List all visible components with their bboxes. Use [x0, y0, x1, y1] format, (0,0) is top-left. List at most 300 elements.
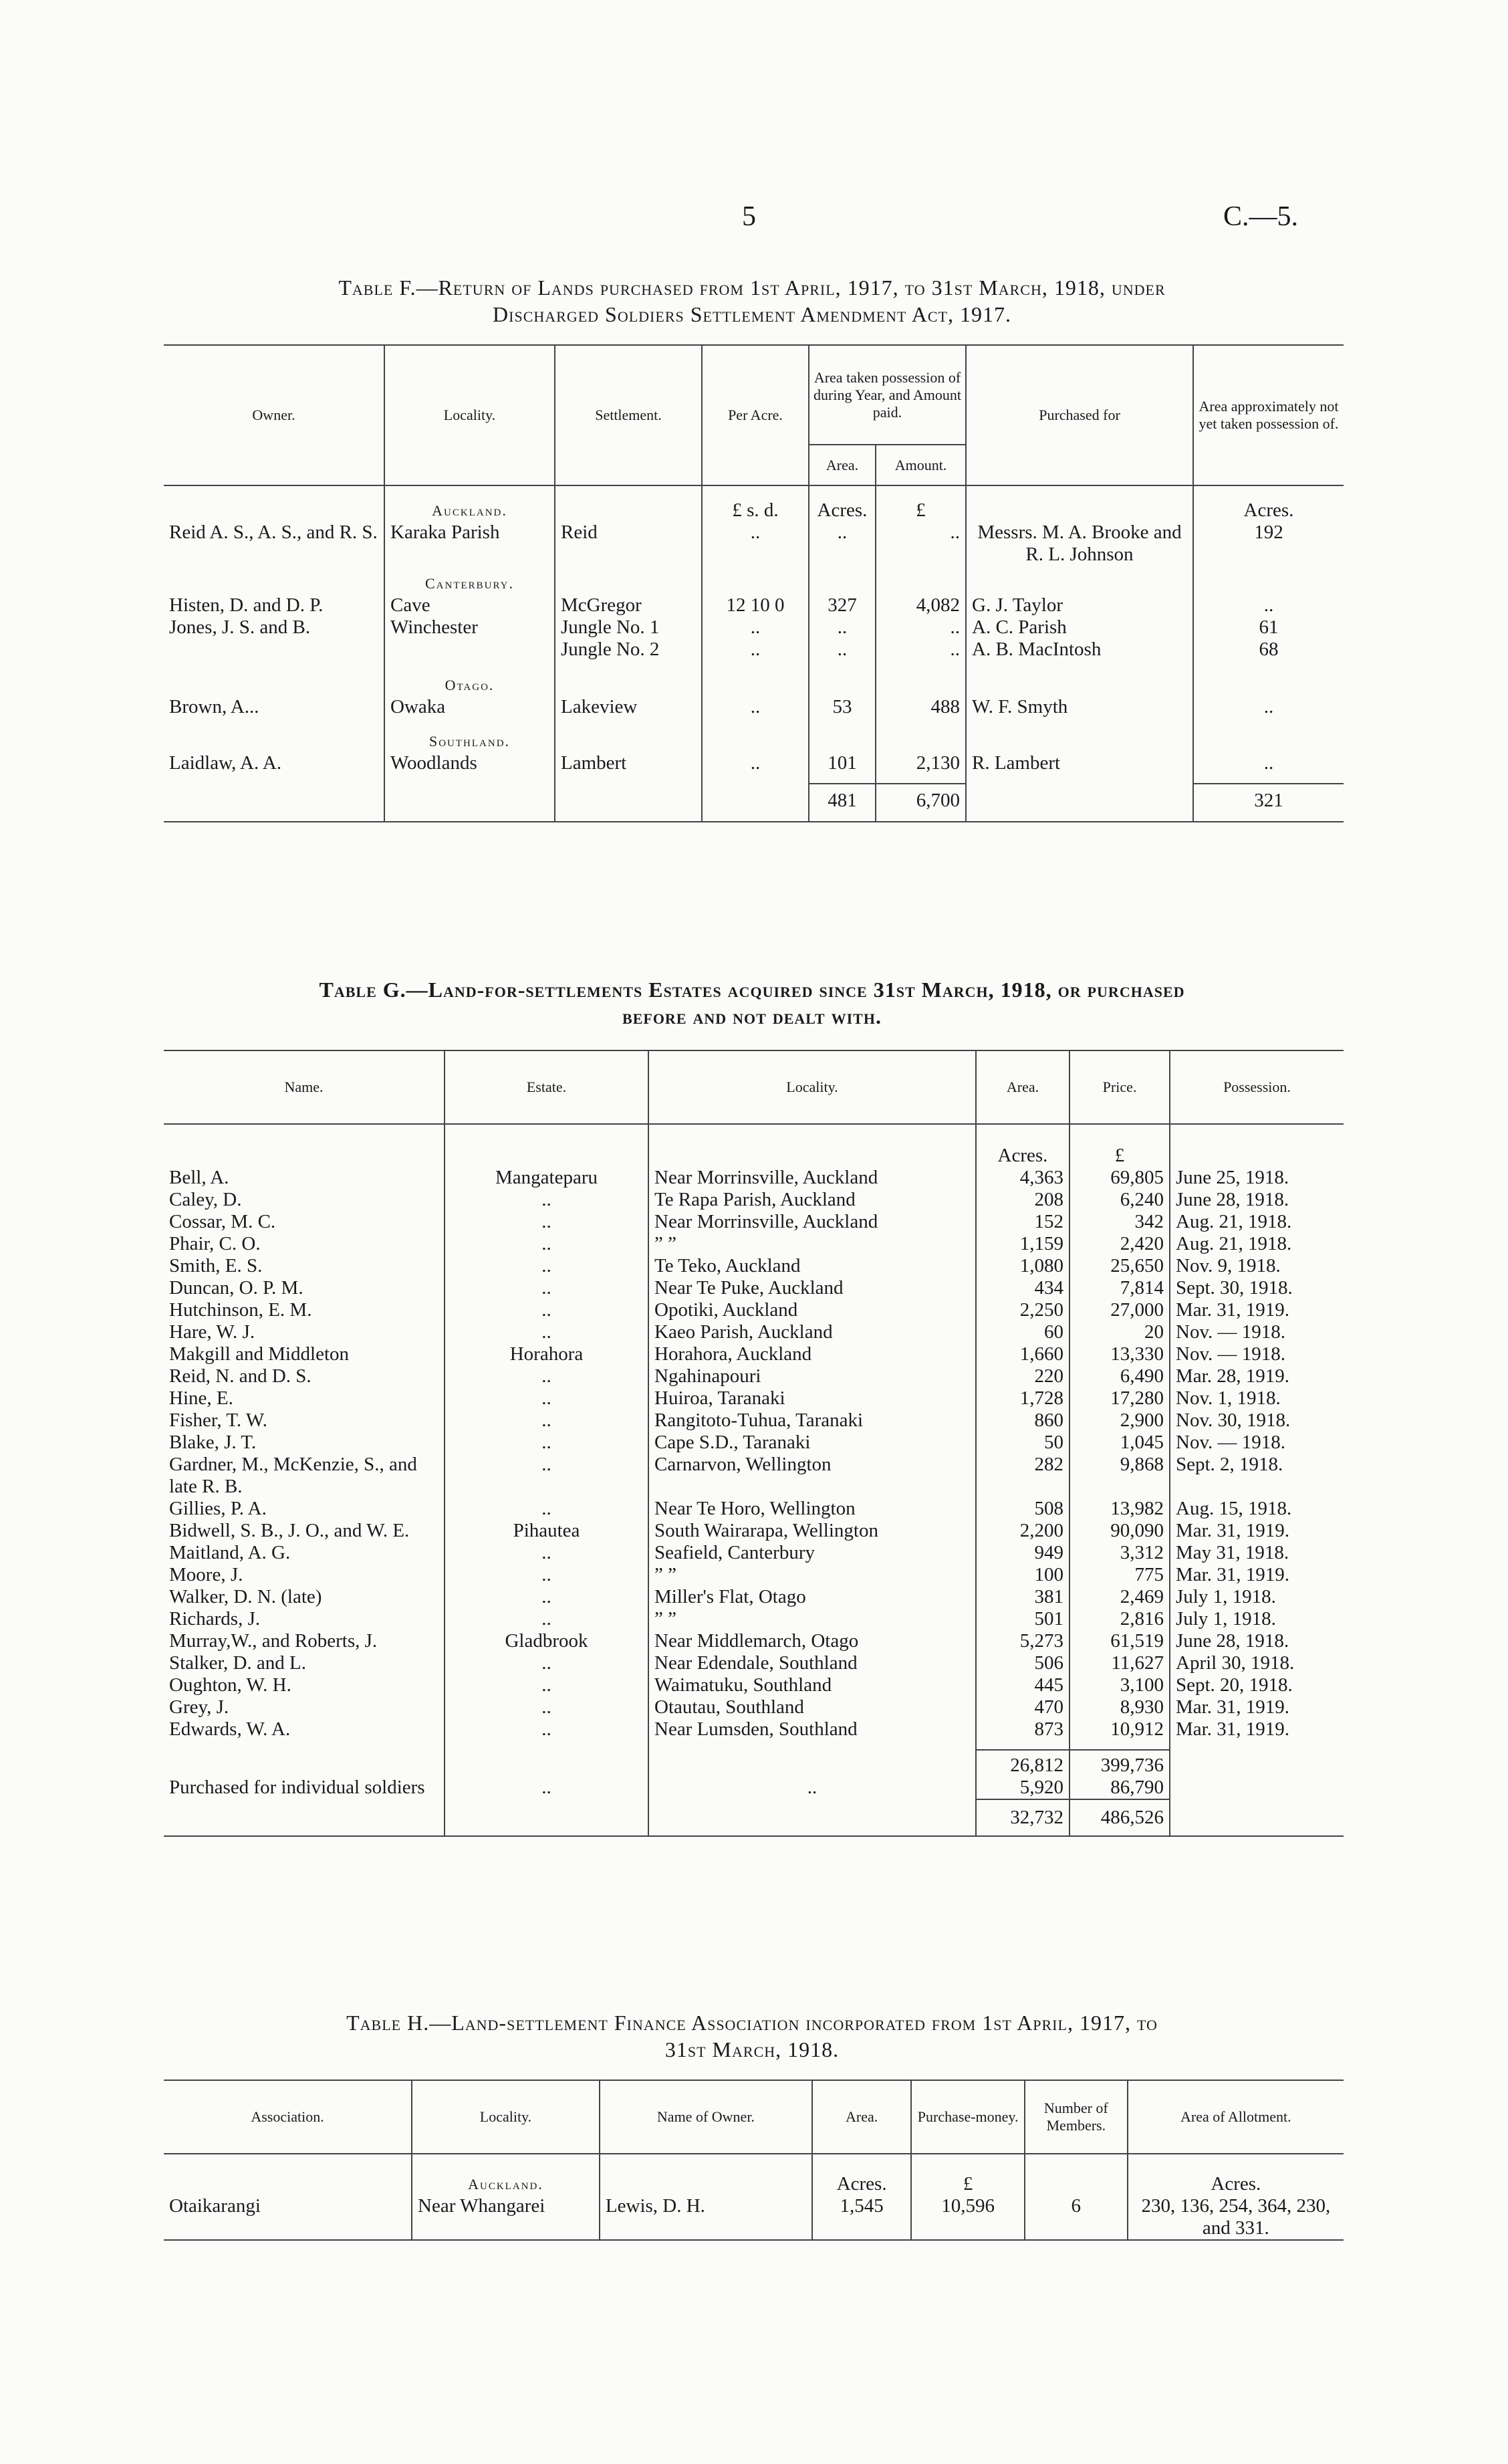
total-amount: 6,700: [876, 784, 966, 822]
table-g-subtotal-row: [164, 1750, 1344, 1777]
area: 873: [976, 1718, 1070, 1741]
subtotal-price: 399,736: [1070, 1750, 1170, 1777]
area: 220: [976, 1365, 1070, 1387]
possession: Mar. 28, 1919.: [1170, 1365, 1344, 1387]
page-number: 5: [742, 201, 756, 232]
possession: Aug. 21, 1918.: [1170, 1211, 1344, 1233]
amount: ..: [876, 639, 966, 661]
possession: Nov. — 1918.: [1170, 1321, 1344, 1343]
table-h-header-owner: Name of Owner.: [600, 2080, 812, 2154]
locality: Near Morrinsville, Auckland: [648, 1167, 976, 1189]
name: Moore, J.: [169, 1564, 243, 1585]
area: 2,200: [976, 1520, 1070, 1542]
region-label: Southland.: [384, 718, 555, 752]
per-acre: ..: [702, 522, 809, 566]
name: Richards, J.: [169, 1608, 261, 1630]
area: 282: [976, 1454, 1070, 1498]
area: 506: [976, 1652, 1070, 1674]
area-approx: 192: [1193, 522, 1344, 566]
possession: Mar. 31, 1919.: [1170, 1520, 1344, 1542]
area: 445: [976, 1674, 1070, 1696]
document-reference: C.—5.: [1223, 201, 1299, 232]
table-row: [164, 1387, 1344, 1410]
name: Cossar, M. C.: [169, 1211, 276, 1232]
price: 2,420: [1070, 1233, 1170, 1255]
price: 3,312: [1070, 1542, 1170, 1564]
locality: [384, 639, 555, 661]
table-g-title-line1: Table G.—Land-for-settlements Estates acquired since 31st March, 1918, or purchased: [319, 978, 1185, 1002]
price: 6,240: [1070, 1189, 1170, 1211]
table-f-header-area: Area.: [809, 445, 876, 485]
estate: ..: [445, 1454, 648, 1498]
purchased-for: G. J. Taylor: [966, 594, 1193, 617]
purchased-for: A. C. Parish: [966, 617, 1193, 639]
area: 1,159: [976, 1233, 1070, 1255]
individual-estate: ..: [445, 1777, 648, 1799]
estate: ..: [445, 1498, 648, 1520]
total-area: 32,732: [976, 1799, 1070, 1836]
table-row: [164, 1674, 1344, 1696]
estate: ..: [445, 1277, 648, 1299]
units-area: Acres.: [976, 1124, 1070, 1167]
price: 69,805: [1070, 1167, 1170, 1189]
possession: May 31, 1918.: [1170, 1542, 1344, 1564]
name: Duncan, O. P. M.: [169, 1277, 303, 1299]
table-h-header-allotment: Area of Allotment.: [1128, 2080, 1344, 2154]
area: ..: [809, 617, 876, 639]
table-row: [164, 1343, 1344, 1365]
possession: June 28, 1918.: [1170, 1630, 1344, 1652]
name: Gardner, M., McKenzie, S., and late R. B.: [169, 1454, 417, 1497]
amount: 4,082: [876, 594, 966, 617]
table-row: [164, 1630, 1344, 1652]
possession: July 1, 1918.: [1170, 1608, 1344, 1630]
locality: Near Lumsden, Southland: [648, 1718, 976, 1741]
price: 17,280: [1070, 1387, 1170, 1410]
name: Phair, C. O.: [169, 1233, 261, 1254]
locality: Otautau, Southland: [648, 1696, 976, 1718]
area: 949: [976, 1542, 1070, 1564]
estate: ..: [445, 1365, 648, 1387]
possession: Mar. 31, 1919.: [1170, 1718, 1344, 1741]
table-row: [164, 1564, 1344, 1586]
possession: Aug. 21, 1918.: [1170, 1233, 1344, 1255]
possession: Sept. 2, 1918.: [1170, 1454, 1344, 1498]
table-row: [164, 1498, 1344, 1520]
name: Reid, N. and D. S.: [169, 1365, 311, 1387]
estate: ..: [445, 1432, 648, 1454]
area: ..: [809, 639, 876, 661]
estate: ..: [445, 1189, 648, 1211]
locality: Seafield, Canterbury: [648, 1542, 976, 1564]
area: 508: [976, 1498, 1070, 1520]
table-f-header-area-taken: Area taken possession of during Year, and Amount paid.: [809, 345, 966, 445]
area-approx: ..: [1193, 594, 1344, 617]
table-row: [164, 1255, 1344, 1277]
locality: Near Middlemarch, Otago: [648, 1630, 976, 1652]
estate: ..: [445, 1652, 648, 1674]
estate: ..: [445, 1674, 648, 1696]
locality: Karaka Parish: [384, 522, 555, 566]
owner: Histen, D. and D. P.: [169, 594, 324, 616]
price: 775: [1070, 1564, 1170, 1586]
table-row: [164, 1718, 1344, 1741]
estate: Gladbrook: [445, 1630, 648, 1652]
table-row: [164, 2195, 1344, 2240]
locality: Waimatuku, Southland: [648, 1674, 976, 1696]
table-row: [164, 696, 1344, 718]
table-row: [164, 594, 1344, 617]
locality: Near Whangarei: [412, 2195, 600, 2240]
per-acre: ..: [702, 752, 809, 774]
name: Hine, E.: [169, 1387, 233, 1409]
table-f-header-per-acre: Per Acre.: [702, 345, 809, 485]
estate: ..: [445, 1321, 648, 1343]
table-g-units-row: [164, 1124, 1344, 1167]
area: 1,080: [976, 1255, 1070, 1277]
price: 25,650: [1070, 1255, 1170, 1277]
area: 50: [976, 1432, 1070, 1454]
name: Caley, D.: [169, 1189, 242, 1210]
table-g-title: [160, 976, 1344, 1030]
table-h-header-purchase: Purchase-money.: [911, 2080, 1025, 2154]
settlement: Lambert: [555, 752, 702, 774]
locality: South Wairarapa, Wellington: [648, 1520, 976, 1542]
owner: Reid A. S., A. S., and R. S.: [169, 522, 378, 543]
name: Edwards, W. A.: [169, 1718, 291, 1740]
name: Blake, J. T.: [169, 1432, 257, 1453]
locality: Kaeo Parish, Auckland: [648, 1321, 976, 1343]
price: 2,469: [1070, 1586, 1170, 1608]
possession: Sept. 30, 1918.: [1170, 1277, 1344, 1299]
locality: Huiroa, Taranaki: [648, 1387, 976, 1410]
price: 342: [1070, 1211, 1170, 1233]
owner: Brown, A...: [169, 696, 259, 717]
possession: Mar. 31, 1919.: [1170, 1299, 1344, 1321]
table-row: [164, 639, 1344, 661]
total-approx: 321: [1193, 784, 1344, 822]
table-f-header-purchased-for: Purchased for: [966, 345, 1193, 485]
table-f-title-line1: Table F.—Return of Lands purchased from 1st April, 1917, to 31st March, 1918, under: [338, 275, 1166, 300]
purchased-for: W. F. Smyth: [966, 696, 1193, 718]
table-g-header-locality: Locality.: [648, 1050, 976, 1124]
price: 8,930: [1070, 1696, 1170, 1718]
price: 9,868: [1070, 1454, 1170, 1498]
name: Bidwell, S. B., J. O., and W. E.: [169, 1520, 410, 1541]
name: Hutchinson, E. M.: [169, 1299, 312, 1321]
table-row: [164, 1652, 1344, 1674]
possession: Nov. — 1918.: [1170, 1432, 1344, 1454]
purchased-for: A. B. MacIntosh: [966, 639, 1193, 661]
table-f-title-line2: Discharged Soldiers Settlement Amendment Act, 1917.: [493, 302, 1011, 326]
price: 11,627: [1070, 1652, 1170, 1674]
per-acre: 12 10 0: [702, 594, 809, 617]
table-g: [164, 1050, 1344, 1839]
locality: Cape S.D., Taranaki: [648, 1432, 976, 1454]
locality: Near Te Horo, Wellington: [648, 1498, 976, 1520]
possession: Mar. 31, 1919.: [1170, 1696, 1344, 1718]
estate: ..: [445, 1586, 648, 1608]
locality: Te Rapa Parish, Auckland: [648, 1189, 976, 1211]
area: 208: [976, 1189, 1070, 1211]
possession: July 1, 1918.: [1170, 1586, 1344, 1608]
area: 434: [976, 1277, 1070, 1299]
locality: Te Teko, Auckland: [648, 1255, 976, 1277]
table-g-total-row: [164, 1799, 1344, 1836]
association: Otaikarangi: [169, 2195, 261, 2217]
units-area: Acres.: [812, 2154, 911, 2195]
allotment: 230, 136, 254, 364, 230, and 331.: [1128, 2195, 1344, 2240]
units-area: Acres.: [809, 485, 876, 522]
locality: Near Te Puke, Auckland: [648, 1277, 976, 1299]
estate: Mangateparu: [445, 1167, 648, 1189]
possession: June 28, 1918.: [1170, 1189, 1344, 1211]
name: Maitland, A. G.: [169, 1542, 291, 1563]
estate: Horahora: [445, 1343, 648, 1365]
name: Makgill and Middleton: [169, 1343, 350, 1365]
possession: Sept. 20, 1918.: [1170, 1674, 1344, 1696]
price: 2,900: [1070, 1410, 1170, 1432]
table-row: [164, 1410, 1344, 1432]
table-row: [164, 1542, 1344, 1564]
locality: Near Morrinsville, Auckland: [648, 1211, 976, 1233]
name: Smith, E. S.: [169, 1255, 263, 1276]
amount: ..: [876, 617, 966, 639]
table-g-header-area: Area.: [976, 1050, 1070, 1124]
price: 1,045: [1070, 1432, 1170, 1454]
purchase-money: 10,596: [911, 2195, 1025, 2240]
area-approx: ..: [1193, 752, 1344, 774]
possession: Nov. — 1918.: [1170, 1343, 1344, 1365]
table-row: [164, 1608, 1344, 1630]
area: 53: [809, 696, 876, 718]
region-label: Otago.: [384, 661, 555, 696]
table-h-header-association: Association.: [251, 2108, 324, 2125]
locality: ” ”: [648, 1564, 976, 1586]
amount: 488: [876, 696, 966, 718]
total-area: 481: [809, 784, 876, 822]
name: Bell, A.: [169, 1167, 229, 1188]
table-h-title-line2: 31st March, 1918.: [664, 2037, 840, 2061]
locality: Owaka: [384, 696, 555, 718]
purchased-for: R. Lambert: [966, 752, 1193, 774]
locality: ” ”: [648, 1233, 976, 1255]
table-row: [164, 1277, 1344, 1299]
table-h-header-locality: Locality.: [412, 2080, 600, 2154]
estate: ..: [445, 1233, 648, 1255]
table-row: [164, 1167, 1344, 1189]
price: 10,912: [1070, 1718, 1170, 1741]
region-label: Auckland.: [384, 485, 555, 522]
area: 100: [976, 1564, 1070, 1586]
table-row: [164, 1586, 1344, 1608]
locality: Rangitoto-Tuhua, Taranaki: [648, 1410, 976, 1432]
per-acre: ..: [702, 617, 809, 639]
settlement: Jungle No. 1: [555, 617, 702, 639]
table-row: [164, 1189, 1344, 1211]
table-h-title: [160, 2009, 1344, 2063]
table-row: [164, 1365, 1344, 1387]
table-h-header-members: Number of Members.: [1025, 2080, 1128, 2154]
area: 1,660: [976, 1343, 1070, 1365]
price: 6,490: [1070, 1365, 1170, 1387]
estate: ..: [445, 1542, 648, 1564]
settlement: Reid: [555, 522, 702, 566]
locality: Woodlands: [384, 752, 555, 774]
table-row: [164, 1299, 1344, 1321]
owner: Laidlaw, A. A.: [169, 752, 282, 774]
table-g-header-price: Price.: [1070, 1050, 1170, 1124]
estate: ..: [445, 1255, 648, 1277]
table-row: [164, 1454, 1344, 1498]
locality: Opotiki, Auckland: [648, 1299, 976, 1321]
area: 327: [809, 594, 876, 617]
purchased-for: Messrs. M. A. Brooke and R. L. Johnson: [966, 522, 1193, 566]
locality: Horahora, Auckland: [648, 1343, 976, 1365]
table-g-header-possession: Possession.: [1170, 1050, 1344, 1124]
possession: Nov. 9, 1918.: [1170, 1255, 1344, 1277]
owner: Lewis, D. H.: [600, 2195, 812, 2240]
table-g-header-name: Name.: [284, 1079, 324, 1095]
name: Murray,W., and Roberts, J.: [169, 1630, 378, 1652]
price: 3,100: [1070, 1674, 1170, 1696]
units-approx: Acres.: [1193, 485, 1344, 522]
table-f-units-row: [164, 485, 1344, 522]
table-row: [164, 752, 1344, 774]
settlement: McGregor: [555, 594, 702, 617]
name: Oughton, W. H.: [169, 1674, 291, 1696]
area: 470: [976, 1696, 1070, 1718]
table-row: [164, 1321, 1344, 1343]
per-acre: ..: [702, 639, 809, 661]
price: 61,519: [1070, 1630, 1170, 1652]
area: ..: [809, 522, 876, 566]
area: 1,728: [976, 1387, 1070, 1410]
area: 2,250: [976, 1299, 1070, 1321]
area: 4,363: [976, 1167, 1070, 1189]
price: 90,090: [1070, 1520, 1170, 1542]
price: 13,982: [1070, 1498, 1170, 1520]
table-f-totals-row: [164, 784, 1344, 822]
region-label: Canterbury.: [384, 566, 555, 594]
table-f-header-owner: Owner.: [252, 407, 295, 423]
area-approx: 61: [1193, 617, 1344, 639]
area: 60: [976, 1321, 1070, 1343]
estate: ..: [445, 1211, 648, 1233]
price: 27,000: [1070, 1299, 1170, 1321]
units-amount: £: [876, 485, 966, 522]
price: 20: [1070, 1321, 1170, 1343]
possession: Aug. 15, 1918.: [1170, 1498, 1344, 1520]
units-purchase: £: [911, 2154, 1025, 2195]
table-f: [164, 344, 1344, 825]
table-f-header-settlement: Settlement.: [555, 345, 702, 485]
table-g-individual-row: [164, 1777, 1344, 1799]
estate: Pihautea: [445, 1520, 648, 1542]
table-row: [164, 1520, 1344, 1542]
table-g-title-line2: before and not dealt with.: [622, 1004, 882, 1028]
area: 152: [976, 1211, 1070, 1233]
amount: ..: [876, 522, 966, 566]
locality: Near Edendale, Southland: [648, 1652, 976, 1674]
possession: June 25, 1918.: [1170, 1167, 1344, 1189]
name: Grey, J.: [169, 1696, 229, 1718]
estate: ..: [445, 1718, 648, 1741]
table-f-header-amount: Amount.: [876, 445, 966, 485]
table-h-header-area: Area.: [812, 2080, 911, 2154]
individual-area: 5,920: [976, 1777, 1070, 1799]
estate: ..: [445, 1410, 648, 1432]
amount: 2,130: [876, 752, 966, 774]
region-label: Auckland.: [412, 2154, 600, 2195]
estate: ..: [445, 1696, 648, 1718]
area: 1,545: [812, 2195, 911, 2240]
price: 7,814: [1070, 1277, 1170, 1299]
table-row: [164, 1696, 1344, 1718]
name: Fisher, T. W.: [169, 1410, 267, 1431]
table-h: [164, 2080, 1344, 2243]
possession: April 30, 1918.: [1170, 1652, 1344, 1674]
name: Walker, D. N. (late): [169, 1586, 322, 1607]
units-allotment: Acres.: [1128, 2154, 1344, 2195]
settlement: Jungle No. 2: [555, 639, 702, 661]
locality: ” ”: [648, 1608, 976, 1630]
name: Hare, W. J.: [169, 1321, 255, 1343]
price: 2,816: [1070, 1608, 1170, 1630]
table-h-title-line1: Table H.—Land-settlement Finance Association incorporated from 1st April, 1917, to: [346, 2011, 1158, 2035]
table-row: [164, 522, 1344, 566]
units-price: £: [1070, 1124, 1170, 1167]
table-f-title: [160, 274, 1344, 328]
estate: ..: [445, 1608, 648, 1630]
locality: Ngahinapouri: [648, 1365, 976, 1387]
owner: [164, 639, 384, 661]
name: Stalker, D. and L.: [169, 1652, 307, 1674]
area-approx: 68: [1193, 639, 1344, 661]
possession: Mar. 31, 1919.: [1170, 1564, 1344, 1586]
owner: Jones, J. S. and B.: [169, 617, 311, 638]
possession: Nov. 1, 1918.: [1170, 1387, 1344, 1410]
total-price: 486,526: [1070, 1799, 1170, 1836]
area: 381: [976, 1586, 1070, 1608]
individual-price: 86,790: [1070, 1777, 1170, 1799]
locality: Winchester: [384, 617, 555, 639]
table-f-header-area-approx: Area approximately not yet taken possession of.: [1193, 345, 1344, 485]
table-row: [164, 1432, 1344, 1454]
locality: Cave: [384, 594, 555, 617]
area: 101: [809, 752, 876, 774]
price: 13,330: [1070, 1343, 1170, 1365]
settlement: Lakeview: [555, 696, 702, 718]
area-approx: ..: [1193, 696, 1344, 718]
units-per-acre: £ s. d.: [702, 485, 809, 522]
name: Gillies, P. A.: [169, 1498, 267, 1519]
per-acre: ..: [702, 696, 809, 718]
members: 6: [1025, 2195, 1128, 2240]
table-row: [164, 617, 1344, 639]
table-row: [164, 1233, 1344, 1255]
individual-name: Purchased for individual soldiers: [169, 1777, 425, 1798]
area: 860: [976, 1410, 1070, 1432]
table-g-header-estate: Estate.: [445, 1050, 648, 1124]
locality: Carnarvon, Wellington: [648, 1454, 976, 1498]
locality: Miller's Flat, Otago: [648, 1586, 976, 1608]
estate: ..: [445, 1387, 648, 1410]
table-row: [164, 1211, 1344, 1233]
table-f-header-locality: Locality.: [384, 345, 555, 485]
individual-locality: ..: [648, 1777, 976, 1799]
estate: ..: [445, 1564, 648, 1586]
